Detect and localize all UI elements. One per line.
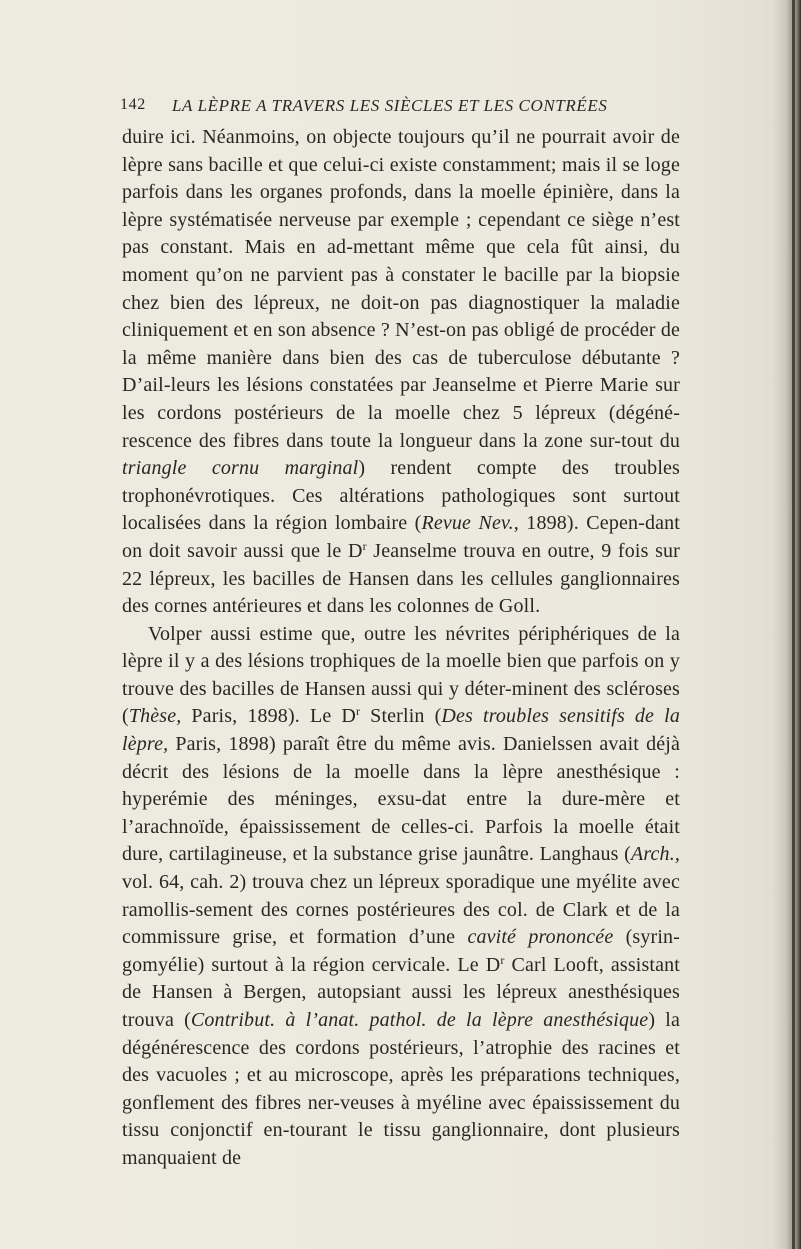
page-edge-shadow [773, 0, 801, 1249]
italic-text: Thèse, [128, 705, 182, 728]
text-run: ) rendent compte des troubles trophonévrotiques. Ces altérations pathologiques sont surtout localisées dans la région lombaire ( [122, 457, 680, 535]
body-text [122, 124, 680, 1173]
text-run: Paris, 1898). Le D [181, 705, 356, 728]
page-header [120, 96, 680, 120]
text-run: Sterlin ( [360, 705, 442, 728]
text-run: (syrin-gomyélie) surtout à la région cervicale. Le D [122, 926, 680, 976]
page-edge-line [792, 0, 795, 1249]
text-run: ) la dégénérescence des cordons postérieurs, l’atrophie des racines et des vacuoles ; et au microscope, après les préparations techniques, gonflement des fibres ner-veuses à myéline avec épaississement du tissu conjonctif en-tourant le tissu ganglionnaire, dont plusieurs manquaient de [122, 1009, 680, 1169]
running-title: LA LÈPRE A TRAVERS LES SIÈCLES ET LES CONTRÉES [172, 96, 608, 115]
text-run: 1898). Cepen-dant on doit savoir aussi que le D [122, 512, 680, 562]
text-run: Carl Looft, assistant de Hansen à Bergen, autopsiant aussi les lépreux anesthésiques trouva ( [122, 953, 680, 1031]
italic-text: Revue Nev., [421, 512, 519, 535]
italic-text: Arch., [630, 843, 680, 866]
text-run: vol. 64, cah. 2) trouva chez un lépreux sporadique une myélite avec ramollis-sement des cornes postérieures des col. de Clark et de la commissure grise, et formation d’une [122, 871, 680, 949]
superscript: r [355, 704, 361, 719]
superscript: r [500, 952, 505, 967]
text-run: Paris, 1898) paraît être du même avis. Danielssen avait déjà décrit des lésions de la moelle dans la lèpre anesthésique : hyperémie des méninges, exsu-dat entre la dure-mère et l’arachnoïde, épaississement de celles-ci. Parfois la moelle était dure, cartilagineuse, et la substance grise jaunâtre. Langhaus ( [122, 733, 680, 866]
text-run: Jeanselme trouva en outre, 9 fois sur 22 lépreux, les bacilles de Hansen dans les cellules ganglionnaires des cornes antérieures et dans les colonnes de Goll. [122, 539, 680, 618]
italic-text: cavité prononcée [467, 926, 614, 949]
italic-text: triangle cornu marginal [122, 457, 359, 480]
superscript: r [362, 538, 367, 553]
italic-text: Contribut. à l’anat. pathol. de la lèpre anesthésique [190, 1009, 649, 1031]
text-run: duire ici. Néanmoins, on objecte toujours qu’il ne pourrait avoir de lèpre sans bacille et que celui-ci existe constamment; mais il se loge parfois dans les organes profonds, dans la moelle épinière, dans la lèpre systématisée nerveuse par exemple ; cependant ce siège n’est pas constant. Mais en ad-mettant même que cela fût ainsi, du moment qu’on ne parvient pas à constater le bacille par la biopsie chez bien des lépreux, ne doit-on pas diagnostiquer la maladie cliniquement et en son absence ? N’est-on pas obligé de procéder de la même manière dans bien des cas de tuberculose débutante ? D’ail-leurs les lésions constatées par Jeanselme et Pierre Marie sur les cordons postérieurs de la moelle chez 5 lépreux (dégéné-rescence des fibres dans toute la longueur dans la zone sur-tout du [122, 126, 680, 452]
page-number: 142 [120, 96, 146, 113]
paragraph [122, 621, 680, 1173]
italic-text: Des troubles sensitifs de la lèpre, [122, 705, 680, 756]
paragraph [122, 124, 680, 621]
text-run: Volper aussi estime que, outre les névrites périphériques de la lèpre il y a des lésions trophiques de la moelle bien que parfois on y trouve des bacilles de Hansen aussi qui y déter-minent des scléroses ( [122, 622, 680, 728]
